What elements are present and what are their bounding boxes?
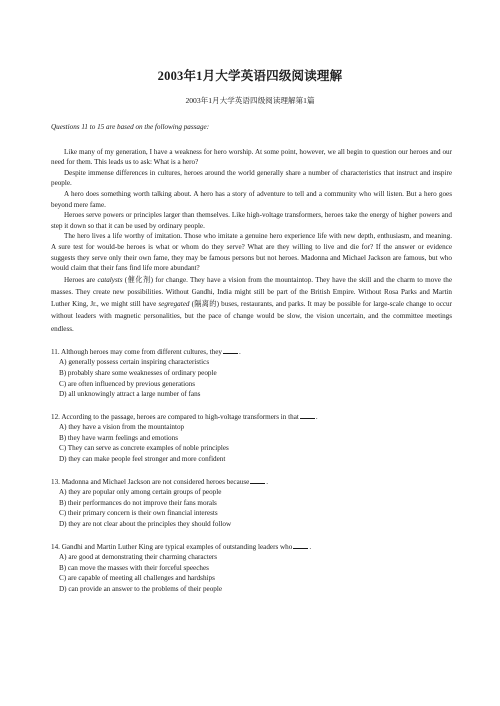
- answer-option: C) their primary concern is their own financial interests: [59, 509, 218, 518]
- answer-option: A) are good at demonstrating their charming characters: [59, 553, 218, 562]
- paragraph: A hero does something worth talking about. A hero has a story of adventure to tell and a community who will listen. But a hero goes beyond mere fame.: [51, 189, 452, 209]
- glossed-term: catalysts: [97, 275, 123, 284]
- question-stem: 12. According to the passage, heroes are compared to high-voltage transformers in that .: [51, 412, 318, 421]
- answer-blank: [250, 476, 265, 484]
- document-subtitle: 2003年1月大学英语四级阅读理解第1篇: [185, 96, 315, 105]
- document-body: [51, 122, 452, 595]
- paragraph: Heroes are catalysts (催化剂) for change. They have a vision from the mountaintop. They have the skill and the charm to move the masses. They create new possibilities. Without Gandhi, India might still be part of the British Empire. Without Rosa Parks and Martin Luther King, Jr., we might still have segregated (隔离的) buses, restaurants, and parks. It may be possible for large-scale change to occur without leaders with magnetic personalities, but the pace of change would be slow, the vision uncertain, and the committee meetings endless.: [51, 275, 452, 333]
- document-title: 2003年1月大学英语四级阅读理解: [157, 69, 343, 83]
- answer-blank: [300, 411, 315, 419]
- answer-option: D) all unknowingly attract a large number of fans: [59, 390, 201, 399]
- question-stem: 13. Madonna and Michael Jackson are not considered heroes because .: [51, 477, 269, 486]
- question: [51, 541, 452, 595]
- question-stem: 14. Gandhi and Martin Luther King are typical examples of outstanding leaders who .: [51, 542, 312, 551]
- answer-option: B) they have warm feelings and emotions: [59, 433, 178, 442]
- chinese-gloss: (隔离的): [189, 300, 222, 309]
- answer-option: B) can move the masses with their forceful speeches: [59, 563, 209, 572]
- answer-option: D) they can make people feel stronger and more confident: [59, 455, 226, 464]
- paragraph: Like many of my generation, I have a weakness for hero worship. At some point, however, we all begin to question our heroes and our need for them. This leads us to ask: What is a hero?: [51, 147, 452, 167]
- chinese-gloss: (催化剂): [122, 275, 156, 284]
- question-stem: 11. Although heroes may come from different cultures, they .: [51, 347, 241, 356]
- paragraph: Heroes serve powers or principles larger than themselves. Like high-voltage transformers, heroes take the energy of higher powers and step it down so that it can be used by ordinary people.: [51, 211, 452, 230]
- answer-option: C) are often influenced by previous generations: [59, 379, 196, 388]
- answer-option: B) probably share some weaknesses of ordinary people: [59, 368, 217, 377]
- paragraph: The hero lives a life worthy of imitation. Those who imitate a genuine hero experience life with new depth, enthusiasm, and meaning. A sure test for would-be heroes is what or whom do they serve? What are they willing to live and die for? If the answer or evidence suggests they serve only their own fame, they may be famous persons but not heroes. Madonna and Michael Jackson are famous, but who would claim that their fans find life more abundant?: [51, 232, 452, 273]
- answer-blank: [293, 541, 308, 549]
- answer-option: D) they are not clear about the principles they should follow: [59, 520, 232, 529]
- answer-option: B) their performances do not improve their fans morals: [59, 498, 217, 507]
- answer-option: A) they are popular only among certain groups of people: [59, 488, 222, 497]
- question: [51, 411, 452, 465]
- answer-option: C) are capable of meeting all challenges and hardships: [59, 574, 215, 583]
- answer-option: A) generally possess certain inspiring characteristics: [59, 358, 210, 367]
- answer-option: A) they have a vision from the mountaintop: [59, 423, 185, 432]
- questions-intro: Questions 11 to 15 are based on the following passage:: [51, 123, 210, 131]
- answer-option: C) They can serve as concrete examples of noble principles: [59, 444, 229, 453]
- answer-blank: [223, 346, 238, 354]
- paragraph: Despite immense differences in cultures, heroes around the world generally share a number of characteristics that instruct and inspire people.: [51, 168, 452, 188]
- answer-option: D) can provide an answer to the problems of their people: [59, 585, 222, 594]
- glossed-term: segregated: [158, 300, 190, 309]
- question: [51, 346, 452, 400]
- question: [51, 476, 452, 530]
